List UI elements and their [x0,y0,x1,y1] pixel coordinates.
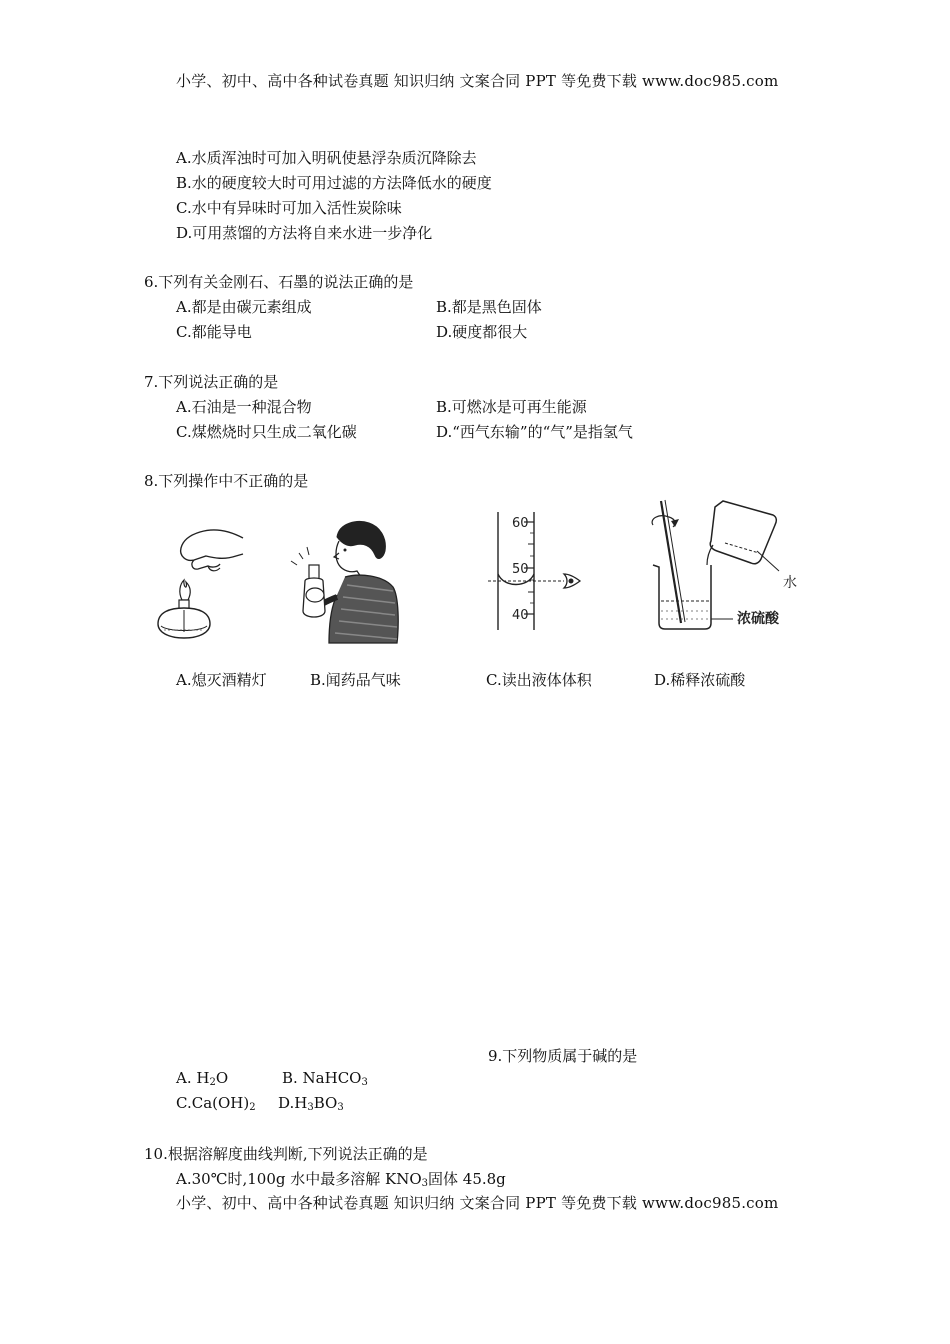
q9-d-rest: BO [313,1094,338,1112]
q9-option-c [176,1094,256,1113]
q6-option-a: A.都是由碳元素组成 [176,298,312,316]
q6-option-d: D.硬度都很大 [436,323,528,341]
q5-option-d: D.可用蒸馏的方法将自来水进一步净化 [176,224,433,242]
q9-a-rest: O [215,1069,229,1087]
label-acid: 浓硫酸 [737,611,779,627]
q8-caption-c: C.读出液体体积 [486,671,592,689]
smelling-chemical-figure [285,515,405,645]
q6-option-c: C.都能导电 [176,323,252,341]
label-water: 水 [783,575,797,591]
page-footer: 小学、初中、高中各种试卷真题 知识归纳 文案合同 PPT 等免费下载 www.doc985.com [176,1194,779,1212]
q9-c-sub: 2 [249,1102,256,1113]
q9-option-a [176,1069,228,1088]
q10-option-a [176,1168,506,1189]
q5-option-c: C.水中有异味时可加入活性炭除味 [176,199,402,217]
q6-option-b: B.都是黑色固体 [436,298,542,316]
graduated-cylinder-figure [480,508,590,633]
diluting-acid-figure [645,495,805,635]
q9-option-d [278,1094,344,1113]
cylinder-tick-60: 60 [512,516,529,531]
q10-a-sub: 3 [421,1178,429,1189]
q9-c-prefix: C.Ca(OH) [176,1094,250,1112]
q6-stem: 6.下列有关金刚石、石墨的说法正确的是 [144,273,414,291]
q10-a-post: 固体 45.8g [428,1170,506,1188]
q8-caption-a: A.熄灭酒精灯 [176,671,267,689]
q5-option-b: B.水的硬度较大时可用过滤的方法降低水的硬度 [176,174,492,192]
q9-a-prefix: A. H [176,1069,210,1087]
q8-caption-d: D.稀释浓硫酸 [654,671,746,689]
q7-option-b: B.可燃冰是可再生能源 [436,398,587,416]
q7-option-d: D.“西气东输”的“气”是指氢气 [436,423,633,441]
q5-option-a: A.水质浑浊时可加入明矾使悬浮杂质沉降除去 [176,149,477,167]
q8-stem: 8.下列操作中不正确的是 [144,472,309,490]
q9-d-prefix: D.H [278,1094,308,1112]
cylinder-tick-50: 50 [512,562,529,577]
q9-option-b [282,1069,368,1088]
q9-stem: 9.下列物质属于碱的是 [488,1047,638,1065]
page-header: 小学、初中、高中各种试卷真题 知识归纳 文案合同 PPT 等免费下载 www.doc985.com [176,72,779,90]
q10-a-pre: A.30℃时,100g 水中最多溶解 KNO [176,1170,422,1188]
q7-option-a: A.石油是一种混合物 [176,398,312,416]
q9-d-sub1: 3 [307,1102,314,1113]
q7-option-c: C.煤燃烧时只生成二氧化碳 [176,423,357,441]
q10-stem: 10.根据溶解度曲线判断,下列说法正确的是 [144,1145,428,1163]
q9-a-sub: 2 [209,1077,216,1088]
q9-d-sub2: 3 [337,1102,344,1113]
q9-b-prefix: B. NaHCO [282,1069,362,1087]
q9-b-sub: 3 [361,1077,368,1088]
cylinder-tick-40: 40 [512,608,529,623]
q7-stem: 7.下列说法正确的是 [144,373,279,391]
q8-caption-b: B.闻药品气味 [310,671,401,689]
alcohol-lamp-figure [148,520,253,645]
